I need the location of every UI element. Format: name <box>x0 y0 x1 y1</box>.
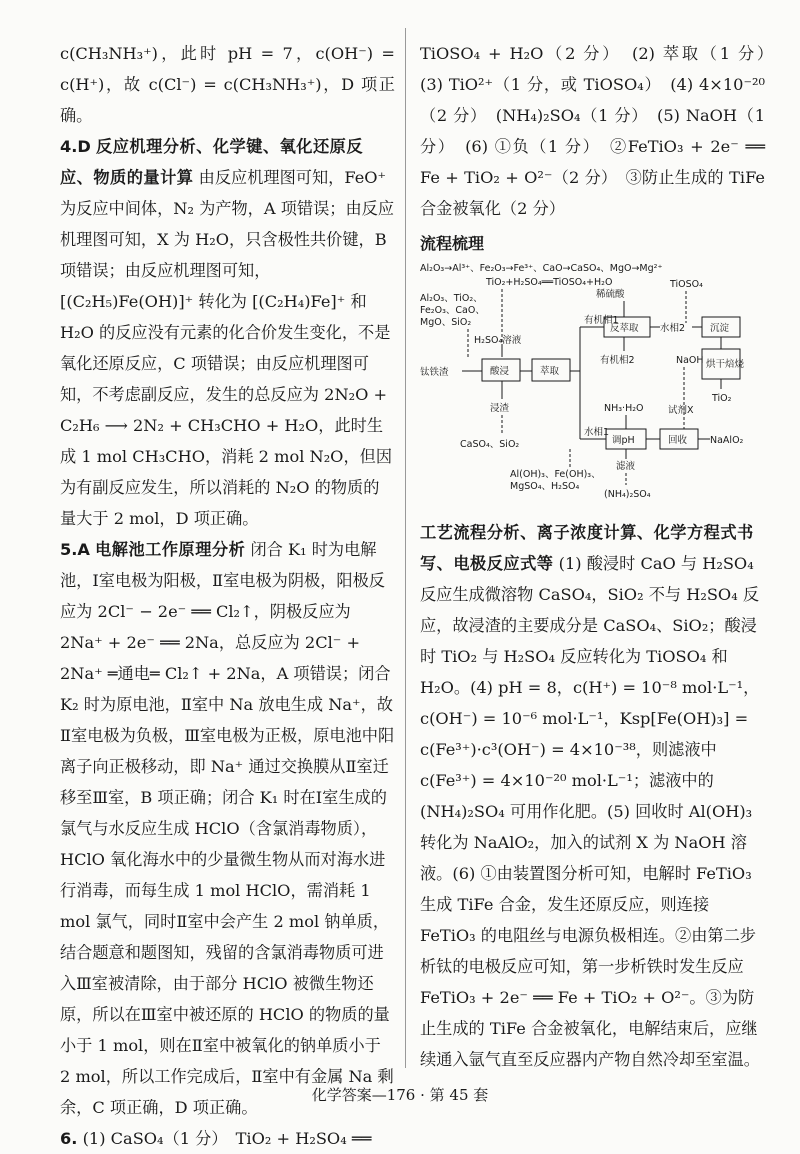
recover-label: 回收 <box>668 435 688 446</box>
eq-tio2: TiO₂+H₂SO₄══TiOSO₄+H₂O <box>486 277 613 288</box>
reagent-acid: H₂SO₄溶液 <box>474 335 522 346</box>
organic-phase-2: 有机相2 <box>600 355 635 366</box>
q4-explanation: 由反应机理图可知，FeO⁺ 为反应中间体，N₂ 为产物，A 项错误；由反应机理图可知，X 为 H₂O，只含极性共价键，B 项错误；由反应机理图可知，[(C₂H₅)Fe(OH)]⁺ 转化为 [(C₂H₄)Fe]⁺ 和 H₂O 的反应没有元素的化合价发生变化，不是氧化还原反应，C 项错误；由反应机理图可知，不考虑副反应，发生的总反应为 2N₂O + C₂H₆ ⟶ 2N₂ + CH₃CHO + H₂O，此时生成 1 mol CH₃CHO，消耗 2 mol N₂O，但因为有副反应发生，所以消耗的 N₂O 的物质的量大于 2 mol，D 项正确。 <box>60 168 395 528</box>
leach-label: 酸浸 <box>490 366 510 377</box>
tio2-product: TiO₂ <box>712 393 732 404</box>
analysis-block <box>420 517 765 1075</box>
naoh-label: NaOH <box>676 355 704 366</box>
analysis-text: (1) 酸浸时 CaO 与 H₂SO₄ 反应生成微溶物 CaSO₄，SiO₂ 不与 H₂SO₄ 反应，故浸渣的主要成分是 CaSO₄、SiO₂；酸浸时 TiO₂ 与 H₂SO₄ 反应转化为 TiOSO₄ 和 H₂O。(4) pH = 8，c(H⁺) = 10⁻⁸ mol·L⁻¹，c(OH⁻) = 10⁻⁶ mol·L⁻¹，Ksp[Fe(OH)₃] = c(Fe³⁺)·c³(OH⁻) = 4×10⁻³⁸，则滤液中 c(Fe³⁺) = 4×10⁻²⁰ mol·L⁻¹；滤液中的 (NH₄)₂SO₄ 可用作化肥。(5) 回收时 Al(OH)₃ 转化为 NaAlO₂，加入的试剂 X 为 NaOH 溶液。(6) ①由装置图分析可知，电解时 FeTiO₃ 生成 TiFe 合金，发生还原反应，则连接 FeTiO₃ 的电阻丝与电源负极相连。②由第二步析钛的电极反应可知，第一步析铁时发生反应 FeTiO₃ + 2e⁻ ══ Fe + TiO₂ + O²⁻。③为防止生成的 TiFe 合金被氧化，电解结束后，应继续通入氩气直至反应器内产物自然冷却至室温。 <box>420 554 760 1069</box>
component-line-3: MgO、SiO₂ <box>420 317 472 328</box>
raw-material: 钛铁渣 <box>420 367 449 378</box>
residue-label: 浸渣 <box>490 403 510 414</box>
eq-top-line: Al₂O₃→Al³⁺、Fe₂O₃→Fe³⁺、CaO→CaSO₄、MgO→Mg²⁺ <box>420 263 663 274</box>
ph-label: 调pH <box>612 435 635 446</box>
flow-title: 流程梳理 <box>420 234 485 253</box>
aqueous-phase-2: 水相2 <box>660 323 686 334</box>
q5-number: 5. <box>60 540 78 559</box>
q5-topic: 电解池工作原理分析 <box>95 540 246 559</box>
naalo2-product: NaAlO₂ <box>710 435 744 446</box>
q6-answer-start: (1) CaSO₄（1 分） TiO₂ + H₂SO₄ ══ <box>82 1129 372 1148</box>
process-flow-diagram <box>420 261 765 501</box>
q5-explanation: 闭合 K₁ 时为电解池，Ⅰ室电极为阳极，Ⅱ室电极为阴极，阳极反应为 2Cl⁻ − 2e⁻ ══ Cl₂↑，阴极反应为 2Na⁺ + 2e⁻ ══ 2Na，总反应为 2Cl⁻ + 2Na⁺ ═通电═ Cl₂↑ + 2Na，A 项错误；闭合 K₂ 时为原电池，Ⅱ室中 Na 放电生成 Na⁺，故Ⅱ室电极为负极，Ⅲ室电极为正极，原电池中阳离子向正极移动，即 Na⁺ 通过交换膜从Ⅱ室迁移至Ⅲ室，B 项正确；闭合 K₁ 时在Ⅰ室生成的氯气与水反应生成 HClO（含氯消毒物质），HClO 氧化海水中的少量微生物从而对海水进行消毒，而每生成 1 mol HClO，需消耗 1 mol 氯气，同时Ⅱ室中会产生 2 mol 钠单质，结合题意和题图知，残留的含氯消毒物质可进入Ⅲ室被清除，由于部分 HClO 被微生物还原，所以在Ⅲ室中被还原的 HClO 的物质的量小于 1 mol，则在Ⅱ室中被氧化的钠单质小于 2 mol，所以工作完成后，Ⅱ室中有金属 Na 剩余，C 项正确，D 项正确。 <box>60 540 395 1117</box>
reagent-x-label: 试剂X <box>668 405 694 416</box>
right-column <box>420 38 782 1075</box>
back-extract-label: 反萃取 <box>610 323 639 334</box>
q6-number: 6. <box>60 1129 78 1148</box>
aqueous-phase-1: 水相1 <box>584 427 610 438</box>
q5-answer: A <box>77 540 90 559</box>
q4-block <box>60 131 395 534</box>
component-line-2: Fe₂O₃、CaO、 <box>420 305 485 316</box>
q5-block <box>60 534 395 1123</box>
filtrate-label: 滤液 <box>616 461 636 472</box>
column-divider <box>405 28 406 1068</box>
dry-label: 烘干焙烧 <box>706 359 745 370</box>
hydroxides-line-2: MgSO₄、H₂SO₄ <box>510 481 580 492</box>
precip-label: 沉淀 <box>710 323 730 334</box>
q4-topic: 反应机理分析、化学键、氧化还原反应、物质的量计算 <box>60 137 364 187</box>
extract-label: 萃取 <box>540 366 560 377</box>
nh3-label: NH₃·H₂O <box>604 403 644 414</box>
analysis-topic: 工艺流程分析、离子浓度计算、化学方程式书写、电极反应式等 <box>420 523 754 573</box>
q6-block <box>60 1123 395 1154</box>
organic-phase-1: 有机相1 <box>584 315 619 326</box>
q4-number: 4. <box>60 137 78 156</box>
hydroxides-line-1: Al(OH)₃、Fe(OH)₃、 <box>510 469 601 480</box>
page-footer: 化学答案—176 · 第 45 套 <box>311 1086 489 1104</box>
component-line-1: Al₂O₃、TiO₂、 <box>420 293 483 304</box>
residue-composition: CaSO₄、SiO₂ <box>460 439 520 450</box>
q4-answer: D <box>77 137 91 156</box>
dilute-acid: 稀硫酸 <box>596 289 625 300</box>
q6-answer-continuation: TiOSO₄ + H₂O（2 分） (2) 萃取（1 分） (3) TiO²⁺（1 分，或 TiOSO₄） (4) 4×10⁻²⁰（2 分） (NH₄)₂SO₄（1 分） (5) NaOH（1 分） (6) ①负（1 分） ②FeTiO₃ + 2e⁻ ══ Fe + TiO₂ + O²⁻（2 分） ③防止生成的 TiFe 合金被氧化（2 分） <box>420 44 782 218</box>
left-column <box>60 38 395 1154</box>
ammonium-sulfate: (NH₄)₂SO₄ <box>604 489 651 500</box>
q3-continuation: c(CH₃NH₃⁺)，此时 pH = 7，c(OH⁻) = c(H⁺)，故 c(Cl⁻) = c(CH₃NH₃⁺)，D 项正确。 <box>60 44 395 125</box>
tioso4-label: TiOSO₄ <box>670 279 703 290</box>
